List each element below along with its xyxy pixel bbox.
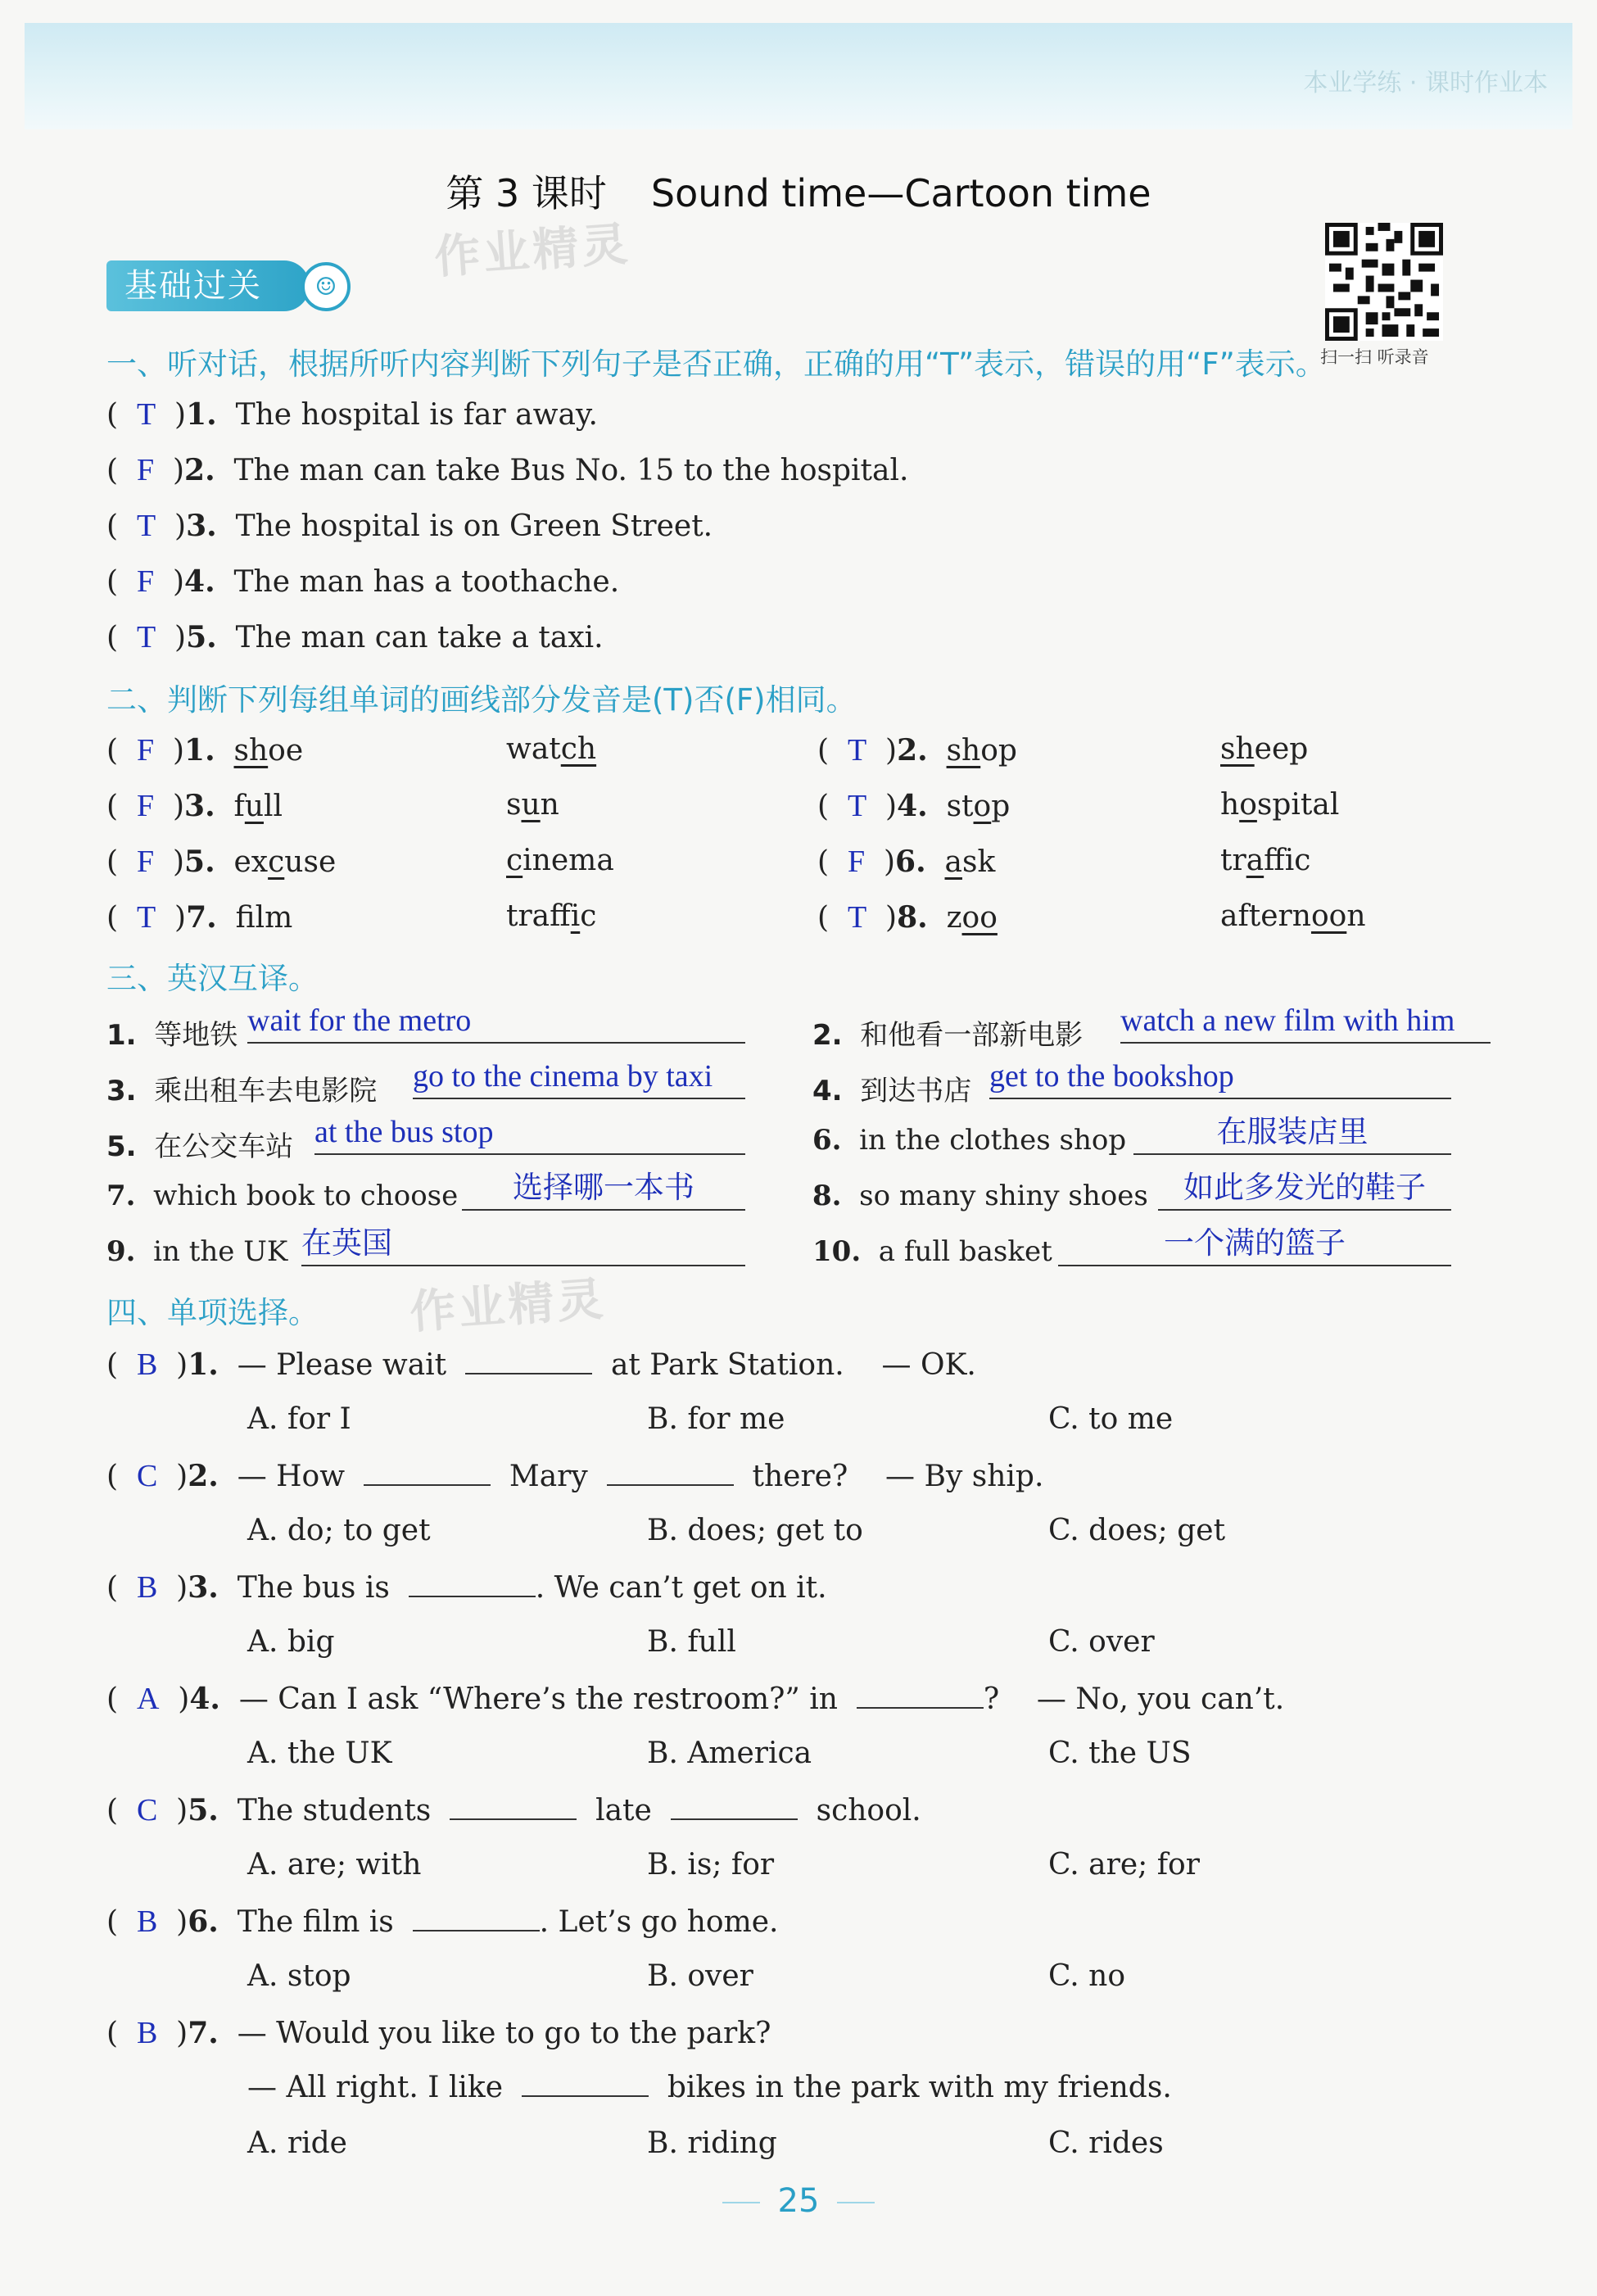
- globe-icon: ☺: [301, 262, 351, 311]
- word: afternoon: [1220, 899, 1366, 933]
- word-pair: ( F )6. ask: [817, 845, 996, 879]
- option-a[interactable]: A. big: [247, 1625, 335, 1659]
- word-pair: ( T )7. flm: [106, 900, 293, 935]
- option-a[interactable]: A. the UK: [247, 1737, 392, 1770]
- option-c[interactable]: C. does; get: [1048, 1514, 1226, 1547]
- word-pair: ( T )4. stop: [817, 789, 1011, 823]
- word: watch: [506, 732, 597, 766]
- translation-item: 7. which book to choose: [106, 1180, 459, 1212]
- word: traffic: [506, 899, 597, 933]
- answer-field[interactable]: watch a new film with him: [1120, 1004, 1491, 1044]
- translation-item: 4. 到达书店: [812, 1075, 972, 1107]
- answer: T: [136, 509, 156, 543]
- option-a[interactable]: A. for I: [247, 1402, 351, 1436]
- question: ( C )2. — How Mary there? — By ship.: [106, 1459, 1044, 1493]
- word: cinema: [506, 844, 614, 877]
- question: ( B )6. The film is . Let’s go home.: [106, 1904, 779, 1939]
- word-pair: ( F )1. shoe: [106, 733, 304, 768]
- word-pair: ( T )2. shop: [817, 733, 1017, 768]
- list-item: ( T )3. The hospital is on Green Street.: [106, 509, 713, 543]
- lesson-title: Sound time—Cartoon time: [650, 171, 1151, 215]
- option-b[interactable]: B. riding: [647, 2126, 777, 2160]
- header-faint-text: 本业学练 · 课时作业本: [1303, 69, 1548, 97]
- option-c[interactable]: C. rides: [1048, 2126, 1164, 2160]
- option-b[interactable]: B. over: [647, 1959, 753, 1993]
- option-c[interactable]: C. the US: [1048, 1737, 1192, 1770]
- translation-item: 2. 和他看一部新电影: [812, 1019, 1084, 1052]
- option-b[interactable]: B. does; get to: [647, 1514, 863, 1547]
- word-pair: ( T )8. zoo: [817, 900, 998, 935]
- watermark: 作业精灵: [408, 1272, 608, 1340]
- list-item: ( F )4. The man has a toothache.: [106, 564, 620, 599]
- answer: F: [136, 564, 155, 599]
- list-item: ( F )2. The man can take Bus No. 15 to the hospital.: [106, 453, 909, 487]
- answer-field[interactable]: 如此多发光的鞋子: [1158, 1171, 1451, 1211]
- option-b[interactable]: B. is; for: [647, 1848, 775, 1882]
- option-c[interactable]: C. over: [1048, 1625, 1155, 1659]
- question: ( B )1. — Please wait at Park Station. — OK.: [106, 1347, 976, 1382]
- watermark: 作业精灵: [432, 217, 633, 285]
- option-a[interactable]: A. stop: [247, 1959, 351, 1993]
- translation-item: 3. 乘出租车去电影院: [106, 1075, 378, 1107]
- section3-heading: 三、英汉互译。: [106, 961, 319, 996]
- option-b[interactable]: B. America: [647, 1737, 812, 1770]
- section2-heading: 二、判断下列每组单词的画线部分发音是(T)否(F)相同。: [106, 682, 857, 718]
- option-c[interactable]: C. no: [1048, 1959, 1126, 1993]
- option-a[interactable]: A. do; to get: [247, 1514, 431, 1547]
- list-item: ( T )1. The hospital is far away.: [106, 397, 598, 432]
- section-banner: 基础过关: [106, 260, 310, 311]
- option-c[interactable]: C. are; for: [1048, 1848, 1200, 1882]
- word: sheep: [1220, 732, 1309, 766]
- answer-field[interactable]: get to the bookshop: [989, 1060, 1451, 1099]
- option-b[interactable]: B. full: [647, 1625, 736, 1659]
- qr-code-icon[interactable]: [1325, 223, 1443, 341]
- answer-field[interactable]: 在英国: [301, 1227, 745, 1266]
- translation-item: 9. in the UK: [106, 1235, 288, 1268]
- section1-heading: 一、听对话，根据所听内容判断下列句子是否正确，正确的用“T”表示，错误的用“F”表示。: [106, 346, 1326, 382]
- answer-field[interactable]: go to the cinema by taxi: [413, 1060, 745, 1099]
- question: ( C )5. The students late school.: [106, 1793, 921, 1827]
- question: ( B )3. The bus is . We can’t get on it.: [106, 1570, 827, 1605]
- question: ( B )7. — Would you like to go to the park?: [106, 2016, 771, 2050]
- word-pair: ( F )5. excuse: [106, 845, 337, 879]
- question-line2: — All right. I like bikes in the park with my friends.: [247, 2071, 1172, 2104]
- word: hospital: [1220, 788, 1340, 822]
- answer-field[interactable]: 选择哪一本书: [462, 1171, 745, 1211]
- answer-field[interactable]: 一个满的篮子: [1058, 1227, 1451, 1266]
- qr-caption: 扫一扫 听录音: [1320, 347, 1429, 367]
- word: traffic: [1220, 844, 1311, 877]
- translation-item: 8. so many shiny shoes: [812, 1180, 1148, 1212]
- question: ( A )4. — Can I ask “Where’s the restroom?” in ? — No, you can’t.: [106, 1682, 1285, 1716]
- option-a[interactable]: A. are; with: [247, 1848, 422, 1882]
- answer-field[interactable]: at the bus stop: [314, 1116, 745, 1155]
- answer-field[interactable]: 在服装店里: [1133, 1116, 1451, 1155]
- translation-item: 6. in the clothes shop: [812, 1124, 1127, 1157]
- answer-field[interactable]: wait for the metro: [247, 1004, 745, 1044]
- answer: F: [136, 453, 155, 487]
- option-c[interactable]: C. to me: [1048, 1402, 1174, 1436]
- page-number: 25: [0, 2182, 1597, 2220]
- list-item: ( T )5. The man can take a taxi.: [106, 620, 604, 654]
- section4-heading: 四、单项选择。: [106, 1295, 319, 1330]
- lesson-number: 第 3 课时: [446, 171, 607, 215]
- page-title: [0, 164, 1597, 218]
- word-pair: ( F )3. full: [106, 789, 283, 823]
- option-a[interactable]: A. ride: [247, 2126, 347, 2160]
- answer: T: [136, 397, 156, 432]
- translation-item: 1. 等地铁: [106, 1019, 238, 1052]
- answer: T: [136, 620, 156, 654]
- option-b[interactable]: B. for me: [647, 1402, 785, 1436]
- translation-item: 5. 在公交车站: [106, 1130, 294, 1163]
- word: sun: [506, 788, 559, 822]
- translation-item: 10. a full basket: [812, 1235, 1052, 1268]
